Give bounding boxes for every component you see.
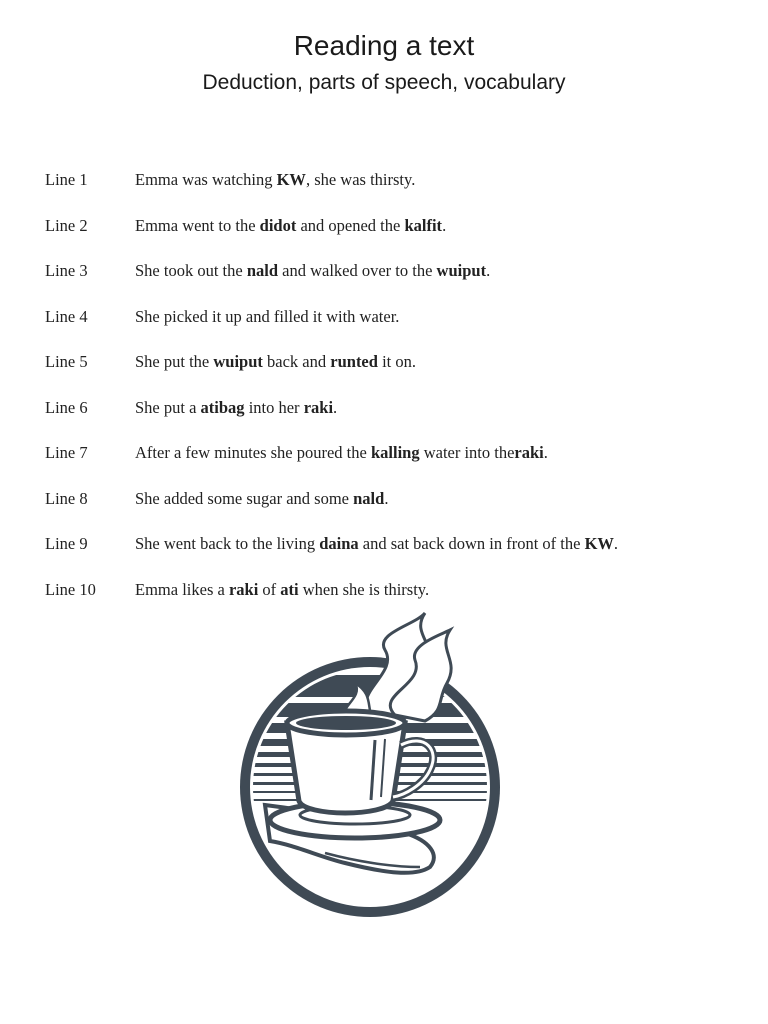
nonsense-word: runted	[330, 352, 378, 371]
text-line	[0, 170, 768, 194]
text-line	[0, 534, 768, 558]
line-text: She added some sugar and some nald.	[135, 488, 389, 508]
nonsense-word: KW	[276, 170, 306, 189]
line-text: She put the wuiput back and runted it on.	[135, 352, 416, 371]
line-label: Line 10	[45, 579, 96, 599]
nonsense-word: nald	[246, 261, 279, 280]
line-text: After a few minutes she poured the kalling water into theraki.	[135, 443, 548, 462]
line-text: She took out the nald and walked over to the wuiput.	[135, 261, 491, 280]
text-line	[0, 489, 768, 513]
text-line	[0, 307, 768, 331]
text-line	[0, 443, 768, 467]
nonsense-word: atibag	[200, 397, 245, 417]
line-text: Emma likes a raki of ati when she is thirsty.	[135, 579, 430, 599]
text-line	[0, 580, 768, 604]
nonsense-word: raki	[303, 397, 334, 417]
line-label: Line 5	[45, 352, 88, 371]
line-text: Emma went to the didot and opened the kalfit.	[135, 215, 447, 235]
nonsense-word: didot	[259, 215, 297, 235]
nonsense-word: daina	[319, 534, 359, 553]
line-text: Emma was watching KW, she was thirsty.	[135, 170, 416, 189]
line-text: She picked it up and filled it with water.	[135, 306, 400, 326]
page-subtitle: Deduction, parts of speech, vocabulary	[202, 71, 566, 94]
line-label: Line 2	[45, 215, 88, 235]
line-label: Line 1	[45, 170, 88, 189]
line-label: Line 9	[45, 534, 88, 553]
line-label: Line 7	[45, 443, 88, 462]
nonsense-word: KW	[584, 534, 614, 553]
line-label: Line 4	[45, 306, 88, 326]
nonsense-word: wuiput	[213, 352, 263, 371]
line-text: She went back to the living daina and sat back down in front of the KW.	[135, 534, 619, 553]
nonsense-word: kalling	[370, 443, 420, 462]
line-label: Line 8	[45, 488, 88, 508]
page-title: Reading a text	[293, 30, 475, 61]
text-line	[0, 261, 768, 285]
nonsense-word: raki	[228, 579, 259, 599]
line-label: Line 6	[45, 397, 88, 417]
nonsense-word: wuiput	[436, 261, 487, 280]
nonsense-word: raki	[514, 443, 544, 462]
nonsense-word: nald	[353, 488, 385, 508]
text-line	[0, 216, 768, 240]
nonsense-word: kalfit	[404, 215, 443, 235]
tea-cup-icon	[225, 605, 515, 925]
nonsense-word: ati	[280, 579, 299, 599]
text-line	[0, 352, 768, 376]
text-line	[0, 398, 768, 422]
line-label: Line 3	[45, 261, 88, 280]
line-text: She put a atibag into her raki.	[135, 397, 338, 417]
